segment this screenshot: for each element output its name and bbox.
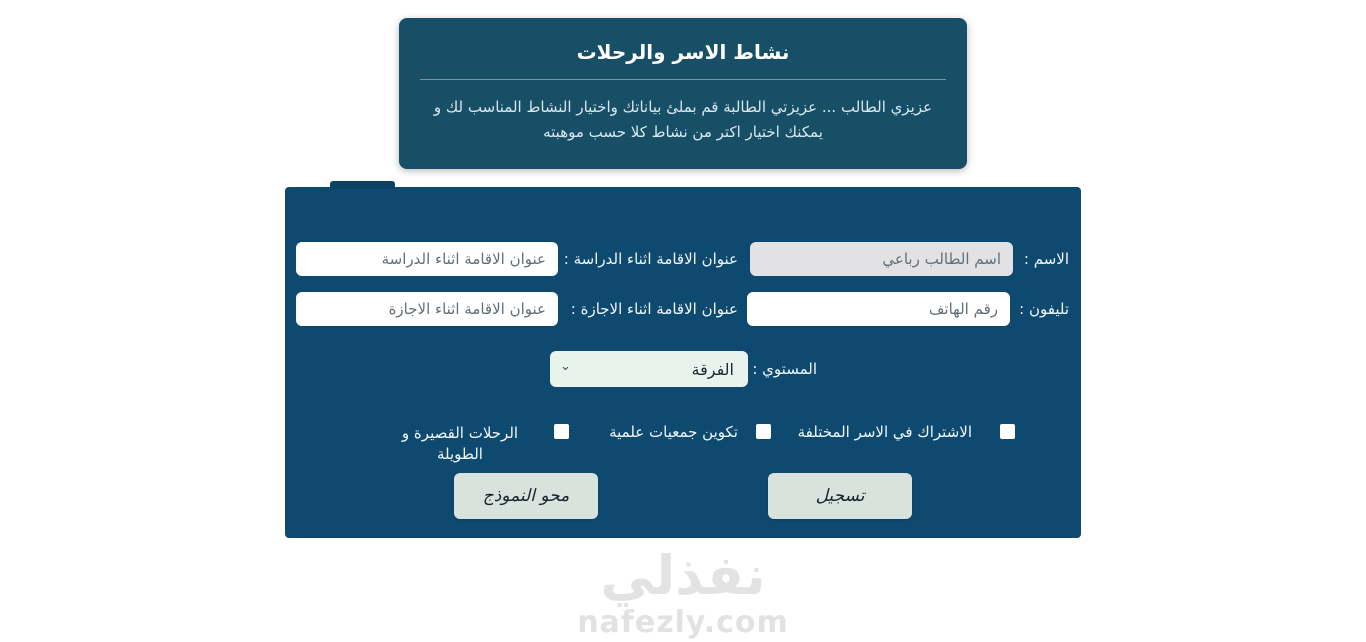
checkbox-trips[interactable]	[554, 424, 569, 439]
header-card	[399, 18, 967, 169]
name-label: الاسم :	[1023, 250, 1069, 268]
level-select[interactable]	[550, 351, 748, 387]
header-divider	[420, 79, 946, 80]
header-description: عزيزي الطالب ... عزيزتي الطالبة قم بملئ بياناتك واختيار النشاط المناسب لك و يمكنك اختيار اكتر من نشاط كلا حسب موهبته	[433, 98, 933, 141]
phone-label: تليفون :	[1019, 300, 1069, 318]
level-label: المستوي :	[752, 360, 817, 378]
level-select-wrap	[550, 351, 748, 387]
watermark	[0, 545, 1366, 639]
study-address-input[interactable]	[296, 242, 558, 276]
checkbox-families-label: الاشتراك في الاسر المختلفة	[797, 423, 972, 441]
page-title: نشاط الاسر والرحلات	[576, 40, 790, 64]
submit-button[interactable]: تسجيل	[768, 473, 912, 519]
chevron-down-icon: ⌄	[560, 359, 571, 374]
checkbox-scientific-societies[interactable]	[756, 424, 771, 439]
vacation-address-label: عنوان الاقامة اثناء الاجازة :	[570, 300, 738, 318]
watermark-arabic-logo: نفذلي	[600, 544, 766, 607]
checkbox-families[interactable]	[1000, 424, 1015, 439]
checkbox-scientific-societies-label: تكوين جمعيات علمية	[609, 423, 738, 441]
reset-button[interactable]: محو النموذج	[454, 473, 598, 519]
phone-input[interactable]	[747, 292, 1010, 326]
form-top-notch	[330, 181, 395, 189]
study-address-label: عنوان الاقامة اثناء الدراسة :	[563, 250, 738, 268]
checkbox-trips-label: الرحلات القصيرة و الطويلة	[401, 424, 519, 463]
vacation-address-input[interactable]	[296, 292, 558, 326]
registration-form	[285, 187, 1081, 538]
name-input[interactable]	[750, 242, 1013, 276]
watermark-domain: nafezly.com	[577, 605, 789, 640]
